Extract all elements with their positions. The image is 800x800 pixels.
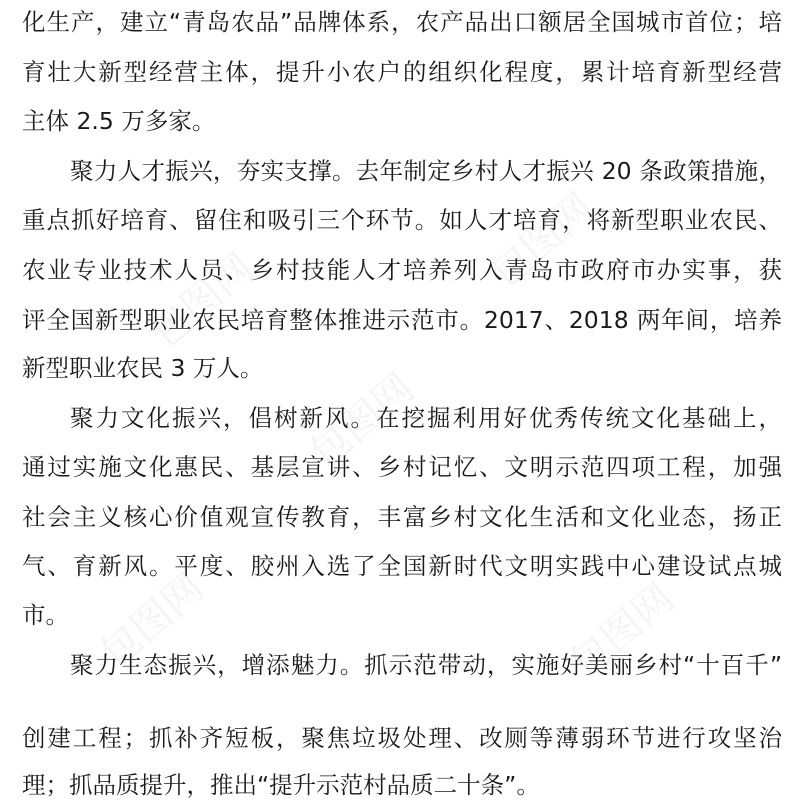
text-line: 社会主义核心价值观宣传教育，丰富乡村文化生活和文化业态，扬正	[22, 503, 782, 531]
text-line: 气、育新风。平度、胶州入选了全国新时代文明实践中心建设试点城	[22, 552, 782, 580]
watermark: 包图网	[141, 244, 263, 358]
watermark: 包图网	[481, 184, 603, 298]
paragraph-first-line: 聚力生态振兴，增添魅力。抓示范带动，实施好美丽乡村“十百千”	[70, 651, 782, 679]
text-line: 新型职业农民 3 万人。	[22, 354, 264, 382]
watermark: 包图网	[561, 574, 683, 688]
text-line: 通过实施文化惠民、基层宣讲、乡村记忆、文明示范四项工程，加强	[22, 453, 782, 481]
text-line: 育壮大新型经营主体，提升小农户的组织化程度，累计培育新型经营	[22, 58, 782, 86]
text-line: 市。	[22, 601, 69, 629]
text-line: 理；抓品质提升，推出“提升示范村品质二十条”。	[22, 771, 540, 799]
text-line: 评全国新型职业农民培育整体推进示范市。2017、2018 两年间，培养	[22, 306, 782, 334]
watermark: 包图网	[91, 564, 213, 678]
text-line: 农业专业技术人员、乡村技能人才培养列入青岛市政府市办实事，获	[22, 256, 782, 284]
text-line: 重点抓好培育、留住和吸引三个环节。如人才培育，将新型职业农民、	[22, 206, 782, 234]
text-line: 创建工程；抓补齐短板，聚焦垃圾处理、改厕等薄弱环节进行攻坚治	[22, 724, 782, 752]
paragraph-first-line: 聚力文化振兴，倡树新风。在挖掘利用好优秀传统文化基础上，	[70, 404, 782, 432]
text-line: 化生产，建立“青岛农品”品牌体系，农产品出口额居全国城市首位；培	[22, 8, 782, 36]
text-line: 主体 2.5 万多家。	[22, 107, 216, 135]
paragraph-first-line: 聚力人才振兴，夯实支撑。去年制定乡村人才振兴 20 条政策措施，	[70, 157, 782, 185]
watermark: 包图网	[301, 364, 423, 478]
